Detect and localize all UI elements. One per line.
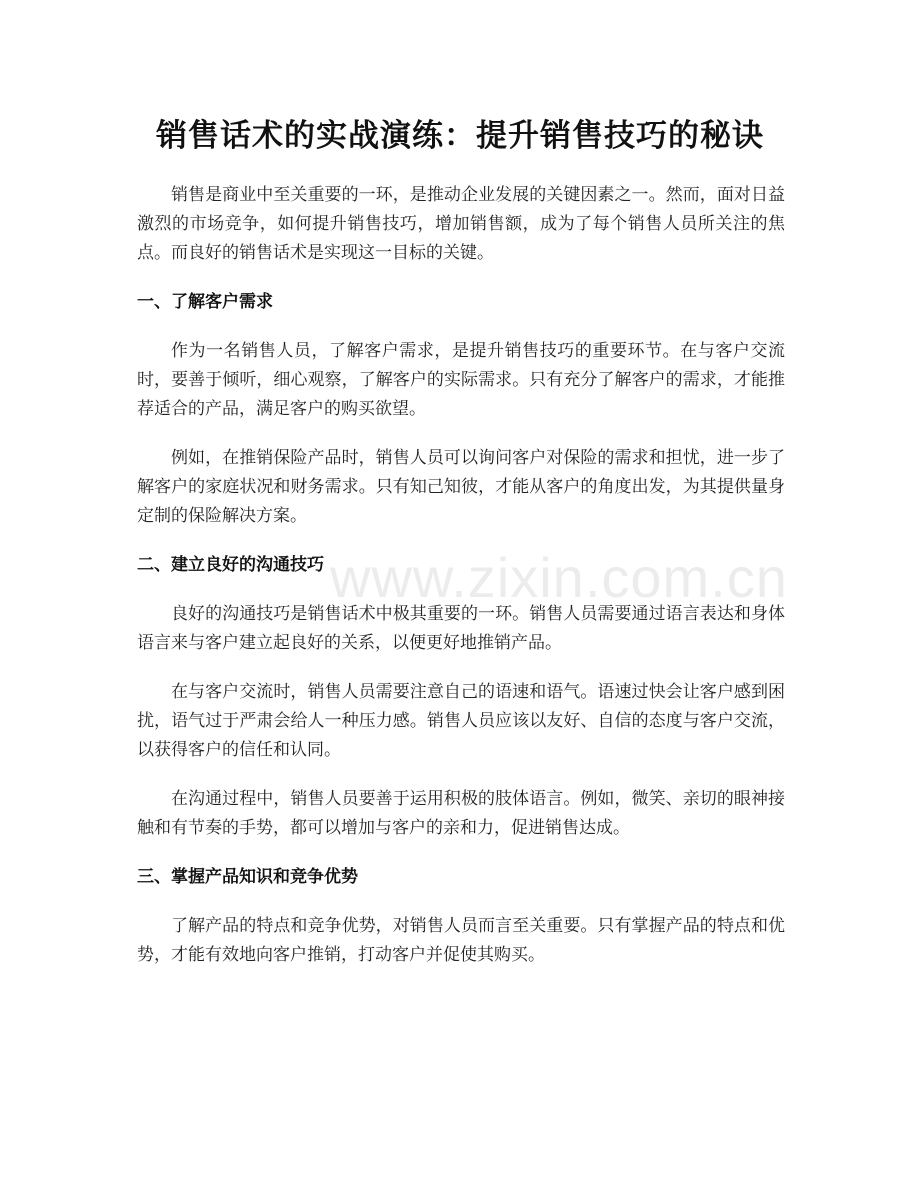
watermark: www.zixin.com.cn bbox=[330, 546, 788, 609]
intro-paragraph: 销售是商业中至关重要的一环，是推动企业发展的关键因素之一。然而，面对日益激烈的市场竞争，如何提升销售技巧，增加销售额，成为了每个销售人员所关注的焦点。而良好的销售话术是实现这一目标的关键。 bbox=[137, 185, 785, 263]
section-heading-2: 二、建立良好的沟通技巧 bbox=[137, 555, 324, 575]
section-2-paragraph-2: 在与客户交流时，销售人员需要注意自己的语速和语气。语速过快会让客户感到困扰，语气过于严肃会给人一种压力感。销售人员应该以友好、自信的态度与客户交流，以获得客户的信任和认同。 bbox=[137, 682, 785, 760]
section-heading-3: 三、掌握产品知识和竞争优势 bbox=[137, 867, 358, 887]
document-title: 销售话术的实战演练：提升销售技巧的秘诀 bbox=[156, 118, 764, 154]
section-heading-1: 一、了解客户需求 bbox=[137, 292, 273, 312]
document-body bbox=[137, 181, 785, 990]
section-2-paragraph-3: 在沟通过程中，销售人员要善于运用积极的肢体语言。例如，微笑、亲切的眼神接触和有节奏的手势，都可以增加与客户的亲和力，促进销售达成。 bbox=[137, 789, 785, 838]
section-2-paragraph-1: 良好的沟通技巧是销售话术中极其重要的一环。销售人员需要通过语言表达和身体语言来与客户建立起良好的关系，以便更好地推销产品。 bbox=[137, 604, 785, 653]
section-1-paragraph-2: 例如，在推销保险产品时，销售人员可以询问客户对保险的需求和担忧，进一步了解客户的家庭状况和财务需求。只有知己知彼，才能从客户的角度出发，为其提供量身定制的保险解决方案。 bbox=[137, 448, 785, 526]
section-1-paragraph-1: 作为一名销售人员，了解客户需求，是提升销售技巧的重要环节。在与客户交流时，要善于倾听，细心观察，了解客户的实际需求。只有充分了解客户的需求，才能推荐适合的产品，满足客户的购买欲望。 bbox=[137, 341, 785, 419]
section-3-paragraph-1: 了解产品的特点和竞争优势，对销售人员而言至关重要。只有掌握产品的特点和优势，才能有效地向客户推销，打动客户并促使其购买。 bbox=[137, 916, 785, 965]
